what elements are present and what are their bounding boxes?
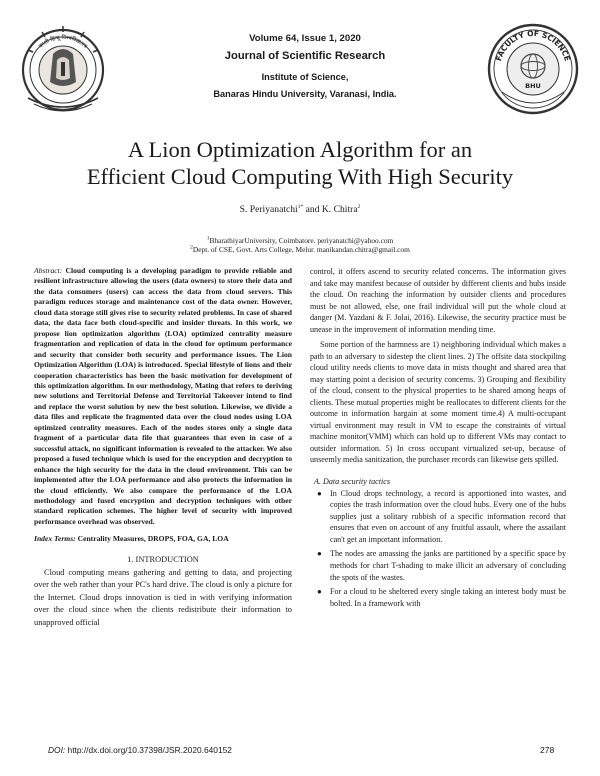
affiliation-1: [60, 236, 540, 245]
body-paragraph-1: control, it offers ascend to security related concerns. The information gives and take may manifest because of outsider by different clients and hubs inside the cloud. On reaching the information by outsider clients and procedures must be not allowed, else, one frail individual will put the whole cloud at danger (M. Yazdani & F. Jolai, 2016). Likewise, the security practice must be unease in the improvement of information mending time.: [310, 267, 566, 334]
journal-name: Journal of Scientific Research: [224, 50, 386, 62]
affiliation-1-marker: 1: [206, 235, 210, 242]
author-2-name: and K. Chitra: [303, 204, 358, 215]
affiliation-1-text: BharathiyarUniversity, Coimbatore. periyanatchi@yahoo.com: [209, 236, 394, 245]
journal-volume: Volume 64, Issue 1, 2020: [249, 33, 361, 44]
journal-university: Banaras Hindu University, Varanasi, India.: [213, 89, 397, 99]
author-1-marker: 1*: [297, 203, 304, 210]
paper-title-line-1: A Lion Optimization Algorithm for an: [127, 137, 473, 162]
list-item-text: In Cloud drops technology, a record is apportioned into wastes, and copies the trash information over the cloud hubs. Every one of the hubs supplies just a solitary rubbish of a specific information record that ensures that even on account of any fruitful assault, where the assailant can't get an important information.: [330, 488, 566, 544]
section-heading-introduction: 1. INTRODUCTION: [127, 554, 199, 564]
left-column: [34, 266, 292, 629]
abstract-text: Cloud computing is a developing paradigm to provide reliable and resilient infrastructure allowing the users (data owners) to store their data and the data consumers (users) can access the data from cloud servers. This paradigm reduces storage and maintenance cost of the data owner. However, cloud data storage still gives rise to security related problems. In case of shared data, the data face both cloud-specific and insider threats. In this work, we propose lion optimization algorithm (LOA) optimized centrality measure fragmentation and replication of data in the cloud for optimum performance and security that consider both security and performance issues. The Lion Optimization Algorithm (LOA) is introduced. Special lifestyle of lions and their cooperation characteristics has been the basic motivation for development of this optimization algorithm. In our methodology, Mating that refers to deriving new solutions and Territorial Defense and Territorial Takeover intend to find and replace the worst solution by new the best solution. Likewise, we divide a data files and replicate the fragmented data over the cloud nodes using LOA optimized centrality measures. Each of the nodes stores only a single data fragment of a particular data file that guarantees that even in case of a successful attack, no significant information is revealed to the attacker. We also proposed a fused technique which is used for the encryption and decryption to enhance the high security for the data in the cloud environment. This can be implemented after the LOA performance and also protects the information in the cloud efficiently. We also compare the performance of the LOA methodology and fused encryption and decryption techniques with other standard replication schemes. The higher level of security with improved performance overhead was observed.: [34, 266, 292, 526]
paper-title-line-2: Efficient Cloud Computing With High Security: [86, 164, 514, 189]
introduction-paragraph: Cloud computing means gathering and getting to data, and projecting over the web rather than your PC's hard drive. The cloud is only a picture for the Internet. Cloud drops innovation is tied in with verifying information over the cloud since when the clients redistribute their information to unapproved official: [34, 567, 292, 627]
list-item: [317, 586, 566, 609]
bhu-seal-logo: [20, 20, 106, 116]
page-number: 278: [540, 745, 555, 755]
abstract: [34, 266, 292, 527]
list-item-text: The nodes are amassing the janks are partitioned by a specific space by methods for chart T-shading to make illicit an adversary of concluding the spots of the wastes.: [330, 549, 566, 582]
body-paragraph-2: Some portion of the harmness are 1) neighboring individual which makes a path to an adversary to sidestep the client lines. 2) The offsite data stockpiling cloud utility needs clients to move data in mists thought and shared area that may starting point a decision of security concerns. 3) Grouping and flexibility of the cloud, consent to the physical properties to be shared among heaps of clients. These mutual properties might be reallocates to different clients for the outcome in information bargain at some moment time.4) A multi-occupant virtual environment may result in VM to escape the constraints of virtual machine monitor(VMM) which can hold up to different VMs may contact to outsider information. 5) In cross occupant virtualized set-up, because of unseemly media sanitization, the purchaser records can likewise gets spilled.: [310, 340, 566, 464]
list-item: [317, 548, 566, 583]
affiliation-2-text: Dept. of CSE, Govt. Arts College, Melur. manikandan.chitra@gmail.com: [192, 245, 410, 254]
list-item-text: For a cloud to be sheltered every single taking an interest body must be bolted. In a framework with: [330, 587, 566, 608]
abstract-label: Abstract:: [34, 266, 63, 275]
right-column: [310, 266, 566, 612]
doi-footer: [48, 745, 232, 755]
author-1-name: S. Periyanatchi: [239, 204, 298, 215]
doi-label: DOI:: [48, 745, 66, 755]
affiliation-2: [60, 245, 540, 254]
bullet-icon: ●: [317, 488, 322, 498]
author-2-marker: 2: [357, 203, 361, 210]
bullet-icon: ●: [317, 587, 322, 597]
subsection-heading-data-security: A. Data security tactics: [314, 476, 390, 486]
paper-authors: [100, 204, 500, 215]
security-tactics-list: [310, 488, 566, 610]
index-terms: [34, 534, 292, 545]
right-seal-lettering: FACULTY OF SCIENCE: [494, 28, 572, 63]
doi-link[interactable]: http://dx.doi.org/10.37398/JSR.2020.640152: [65, 745, 232, 755]
left-seal-lettering: काशी हिन्दू विश्वविद्यालय: [38, 34, 88, 50]
journal-institute: Institute of Science,: [261, 72, 349, 82]
index-terms-label: Index Terms:: [34, 534, 76, 544]
index-terms-text: Centrality Measures, DROPS, FOA, GA, LOA: [75, 534, 229, 544]
affiliation-2-marker: 2: [190, 244, 193, 251]
right-seal-inner-lettering: BHU: [525, 82, 541, 90]
list-item: [317, 488, 566, 546]
bullet-icon: ●: [317, 549, 322, 559]
faculty-of-science-seal-logo: [486, 22, 580, 116]
